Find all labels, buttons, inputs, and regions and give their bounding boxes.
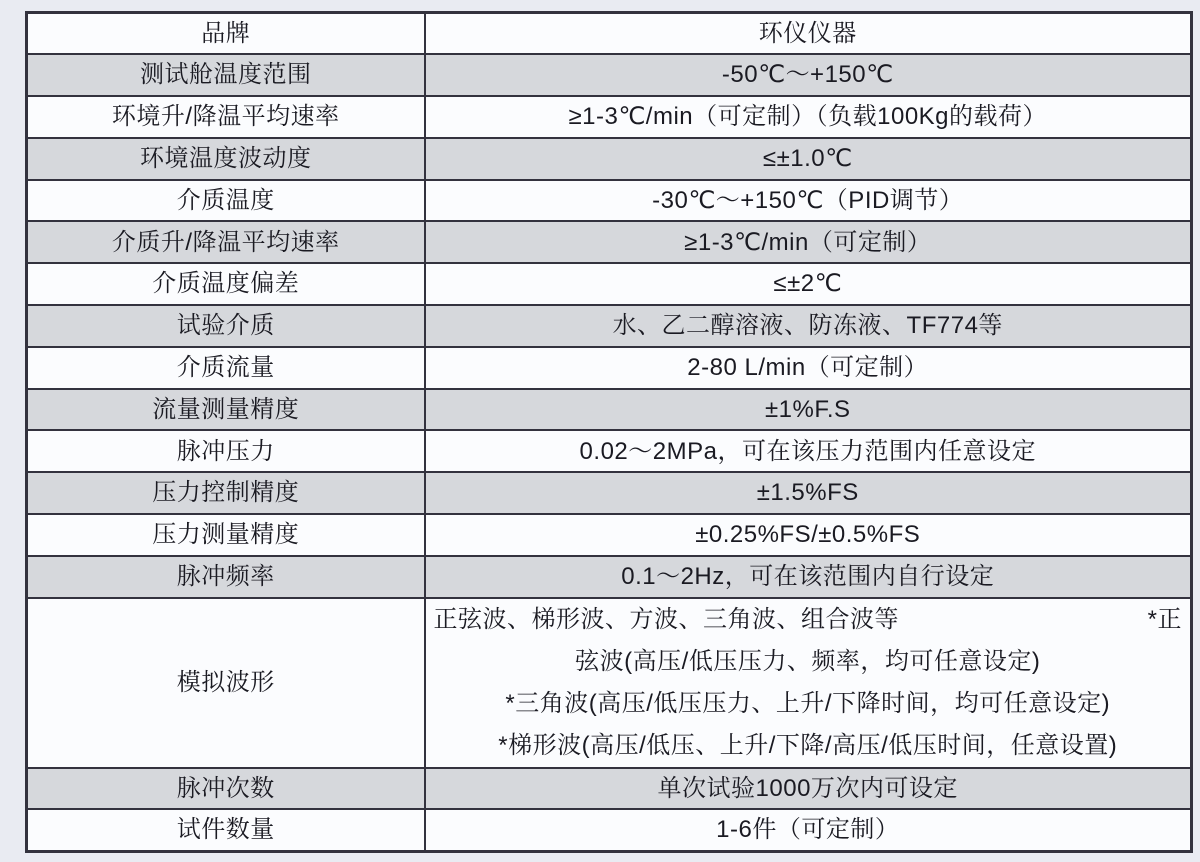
spec-label-cell: 介质流量 (27, 347, 425, 389)
spec-value-cell: 水、乙二醇溶液、防冻液、TF774等 (425, 305, 1192, 347)
waveform-line: *三角波(高压/低压压力、上升/下降时间，均可任意设定) (505, 689, 1111, 717)
table-row (27, 305, 1192, 347)
spec-value-cell: 单次试验1000万次内可设定 (425, 768, 1192, 810)
spec-label-cell: 压力测量精度 (27, 514, 425, 556)
table-row (27, 514, 1192, 556)
spec-value-cell: ≥1-3℃/min（可定制） (425, 221, 1192, 263)
table-row (27, 138, 1192, 180)
table-row (27, 96, 1192, 138)
spec-value-cell: ≥1-3℃/min（可定制）（负载100Kg的载荷） (425, 96, 1192, 138)
spec-value-cell: 0.1～2Hz，可在该范围内自行设定 (425, 556, 1192, 598)
spec-label-cell: 测试舱温度范围 (27, 54, 425, 96)
waveform-line (432, 599, 1185, 641)
table-row (27, 54, 1192, 96)
spec-label-cell: 脉冲次数 (27, 768, 425, 810)
table-row (27, 556, 1192, 598)
waveform-line-right: *正 (1147, 605, 1182, 633)
spec-label-cell: 压力控制精度 (27, 472, 425, 514)
spec-value-cell: ±1.5%FS (425, 472, 1192, 514)
table-row (27, 389, 1192, 431)
spec-value-cell: 2-80 L/min（可定制） (425, 347, 1192, 389)
spec-label-cell: 环境升/降温平均速率 (27, 96, 425, 138)
table-row (27, 598, 1192, 768)
brand-header-cell: 品牌 (27, 13, 425, 55)
spec-value-cell (425, 598, 1192, 768)
table-row (27, 472, 1192, 514)
spec-value-cell: ±0.25%FS/±0.5%FS (425, 514, 1192, 556)
spec-label-cell: 介质温度 (27, 180, 425, 222)
spec-table (25, 11, 1193, 853)
spec-value-cell: -30℃～+150℃（PID调节） (425, 180, 1192, 222)
spec-label-cell: 介质升/降温平均速率 (27, 221, 425, 263)
spec-label-cell: 脉冲压力 (27, 430, 425, 472)
spec-label-cell: 流量测量精度 (27, 389, 425, 431)
spec-value-cell: -50℃～+150℃ (425, 54, 1192, 96)
spec-label-cell: 脉冲频率 (27, 556, 425, 598)
table-row (27, 347, 1192, 389)
table-row (27, 180, 1192, 222)
table-row (27, 263, 1192, 305)
table-header-row (27, 13, 1192, 55)
spec-value-cell: 1-6件（可定制） (425, 809, 1192, 851)
waveform-line: *梯形波(高压/低压、上升/下降/高压/低压时间，任意设置) (498, 731, 1118, 759)
spec-label-cell: 试验介质 (27, 305, 425, 347)
table-row (27, 809, 1192, 851)
table-row (27, 430, 1192, 472)
spec-value-cell: ≤±1.0℃ (425, 138, 1192, 180)
spec-value-cell: ≤±2℃ (425, 263, 1192, 305)
spec-label-cell: 试件数量 (27, 809, 425, 851)
table-row (27, 768, 1192, 810)
waveform-line-left: 正弦波、梯形波、方波、三角波、组合波等 (433, 605, 899, 633)
spec-value-cell: 0.02～2MPa，可在该压力范围内任意设定 (425, 430, 1192, 472)
spec-label-cell: 介质温度偏差 (27, 263, 425, 305)
spec-label-cell: 环境温度波动度 (27, 138, 425, 180)
table-row (27, 221, 1192, 263)
spec-label-cell: 模拟波形 (27, 598, 425, 768)
brand-value-cell: 环仪仪器 (425, 13, 1192, 55)
spec-value-cell: ±1%F.S (425, 389, 1192, 431)
waveform-line: 弦波(高压/低压压力、频率，均可任意设定) (575, 647, 1041, 675)
